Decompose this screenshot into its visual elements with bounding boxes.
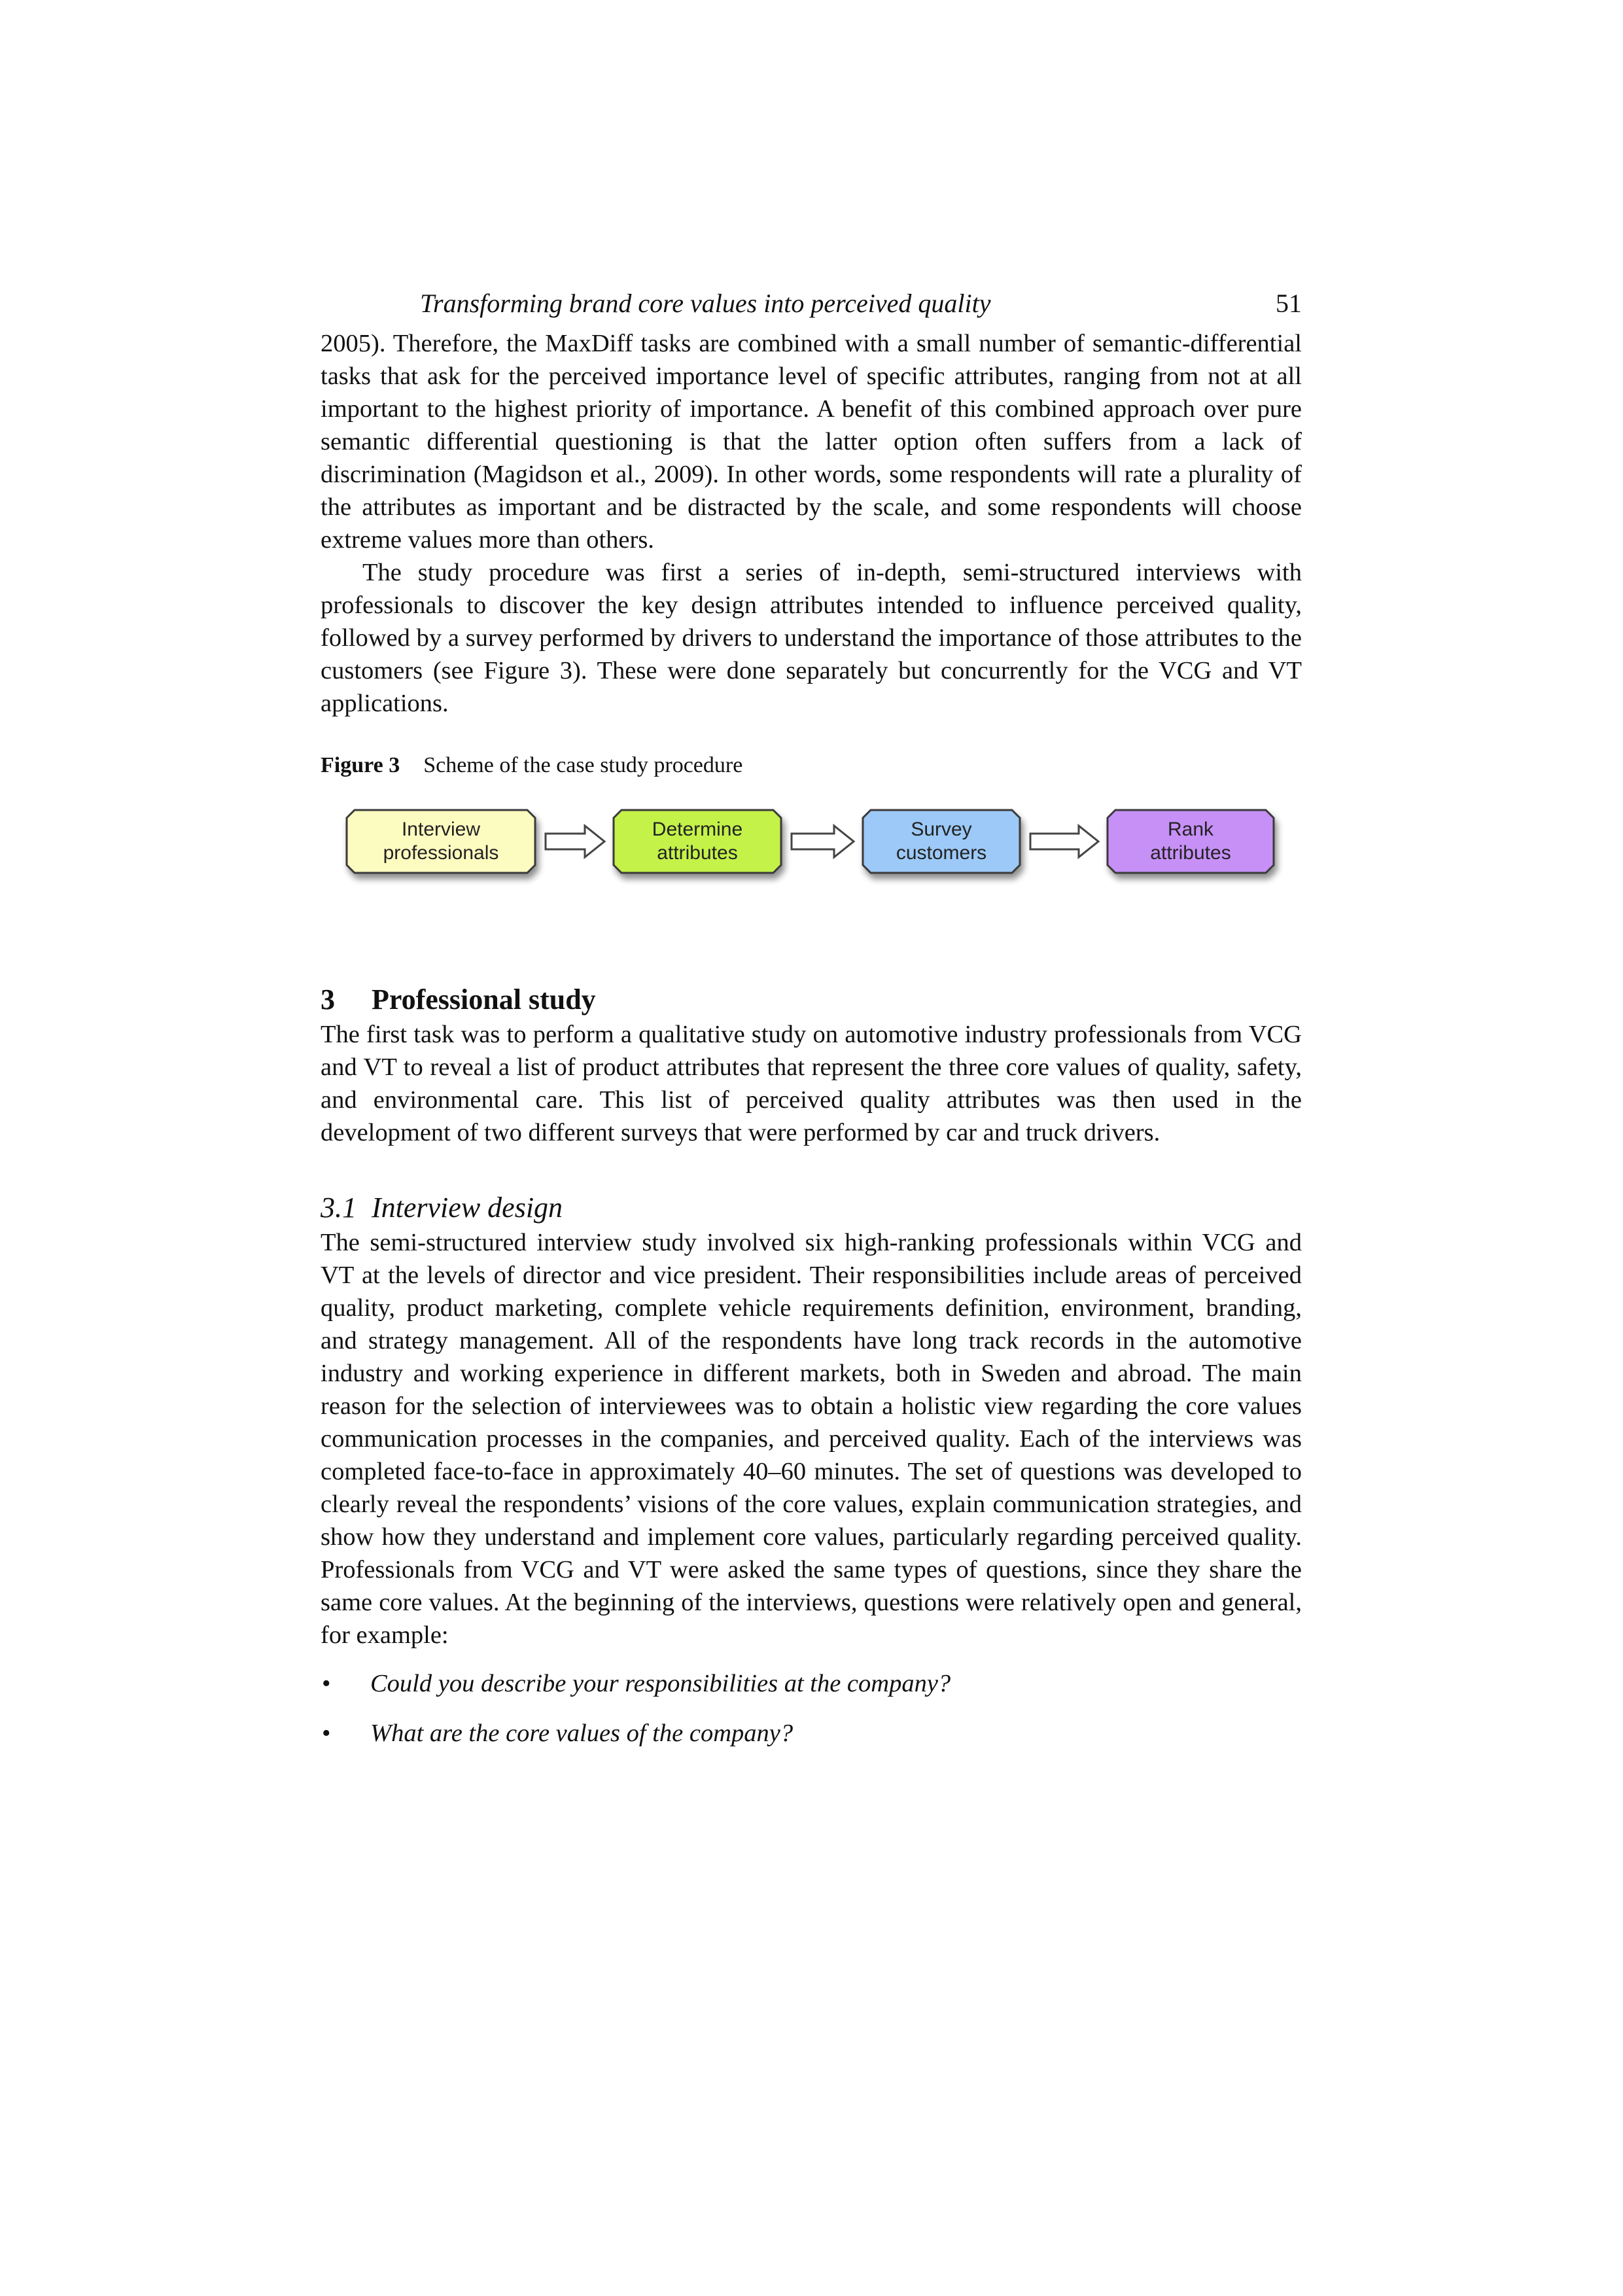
section-heading <box>321 981 1302 1018</box>
subsection-number: 3.1 <box>321 1192 357 1224</box>
question-text: Could you describe your responsibilities at the company? <box>370 1670 951 1697</box>
flow-step-label: customers <box>896 842 987 864</box>
intro-paragraph-2: The study procedure was first a series of in-depth, semi-structured interviews with professionals to discover the key design attributes intended to influence perceived quality, followed by a survey performed by drivers to understand the importance of those attributes to the customers (see Figure 3). These were done separately but concurrently for the VCG and VT applications. <box>321 559 1302 717</box>
flow-step-label: Rank <box>1167 819 1214 840</box>
section-title: Professional study <box>372 983 596 1016</box>
bullet-icon: • <box>322 1720 331 1747</box>
flow-step-2 <box>614 810 781 873</box>
flow-arrow-icon <box>546 826 604 857</box>
flow-step-1 <box>347 810 535 873</box>
section-paragraph: The first task was to perform a qualitative study on automotive industry professionals from VCG and VT to reveal a list of product attributes that represent the three core values of quality, safety, and environmental care. This list of perceived quality attributes was then used in the development of two different surveys that were performed by car and truck drivers. <box>321 1021 1302 1146</box>
subsection-title: Interview design <box>372 1192 563 1224</box>
flow-step-label: Interview <box>401 819 481 840</box>
flow-arrow-icon <box>1030 826 1098 857</box>
flow-step-label: attributes <box>657 842 738 864</box>
subsection-heading <box>321 1190 1302 1226</box>
flow-step-label: Determine <box>652 819 743 840</box>
question-item <box>321 1717 1302 1750</box>
paper-page <box>321 288 1302 1767</box>
bullet-icon: • <box>322 1670 331 1697</box>
procedure-flow-diagram <box>321 797 1302 895</box>
flow-step-4 <box>1108 810 1274 873</box>
flow-arrow-icon <box>792 826 854 857</box>
figure-label: Figure 3 <box>321 753 400 777</box>
question-item <box>321 1667 1302 1700</box>
flow-step-label: Survey <box>911 819 972 840</box>
intro-paragraph-1: 2005). Therefore, the MaxDiff tasks are combined with a small number of semantic-differential tasks that ask for the perceived importance level of specific attributes, ranging from not at all important to the highest priority of importance. A benefit of this combined approach over pure semantic differential questioning is that the latter option often suffers from a lack of discrimination (Magidson et al., 2009). In other words, some respondents will rate a plurality of the attributes as important and be distracted by the scale, and some respondents will choose extreme values more than others. <box>321 330 1302 554</box>
procedure-flow-svg <box>321 797 1302 895</box>
flow-step-label: professionals <box>383 842 499 864</box>
subsection-paragraph: The semi-structured interview study involved six high-ranking professionals within VCG and VT at the levels of director and vice president. Their responsibilities include areas of perceived quality, product marketing, complete vehicle requirements definition, environment, branding, and strategy management. All of the respondents have long track records in the automotive industry and working experience in different markets, both in Sweden and abroad. The main reason for the selection of interviewees was to obtain a holistic view regarding the core values communication processes in the companies, and perceived quality. Each of the interviews was completed face-to-face in approximately 40–60 minutes. The set of questions was developed to clearly reveal the respondents’ visions of the core values, explain communication strategies, and show how they understand and implement core values, particularly regarding perceived quality. Professionals from VCG and VT were asked the same types of questions, since they share the same core values. At the beginning of the interviews, questions were relatively open and general, for example: <box>321 1229 1302 1649</box>
figure-caption-text: Scheme of the case study procedure <box>423 753 743 777</box>
question-list <box>321 1667 1302 1750</box>
flow-step-3 <box>863 810 1020 873</box>
page-number: 51 <box>1276 289 1302 318</box>
running-head <box>321 288 1302 327</box>
running-title: Transforming brand core values into perceived quality <box>420 289 991 318</box>
flow-step-label: attributes <box>1150 842 1231 864</box>
figure-caption <box>321 751 1302 780</box>
section-number: 3 <box>321 983 335 1016</box>
question-text: What are the core values of the company? <box>370 1720 794 1747</box>
